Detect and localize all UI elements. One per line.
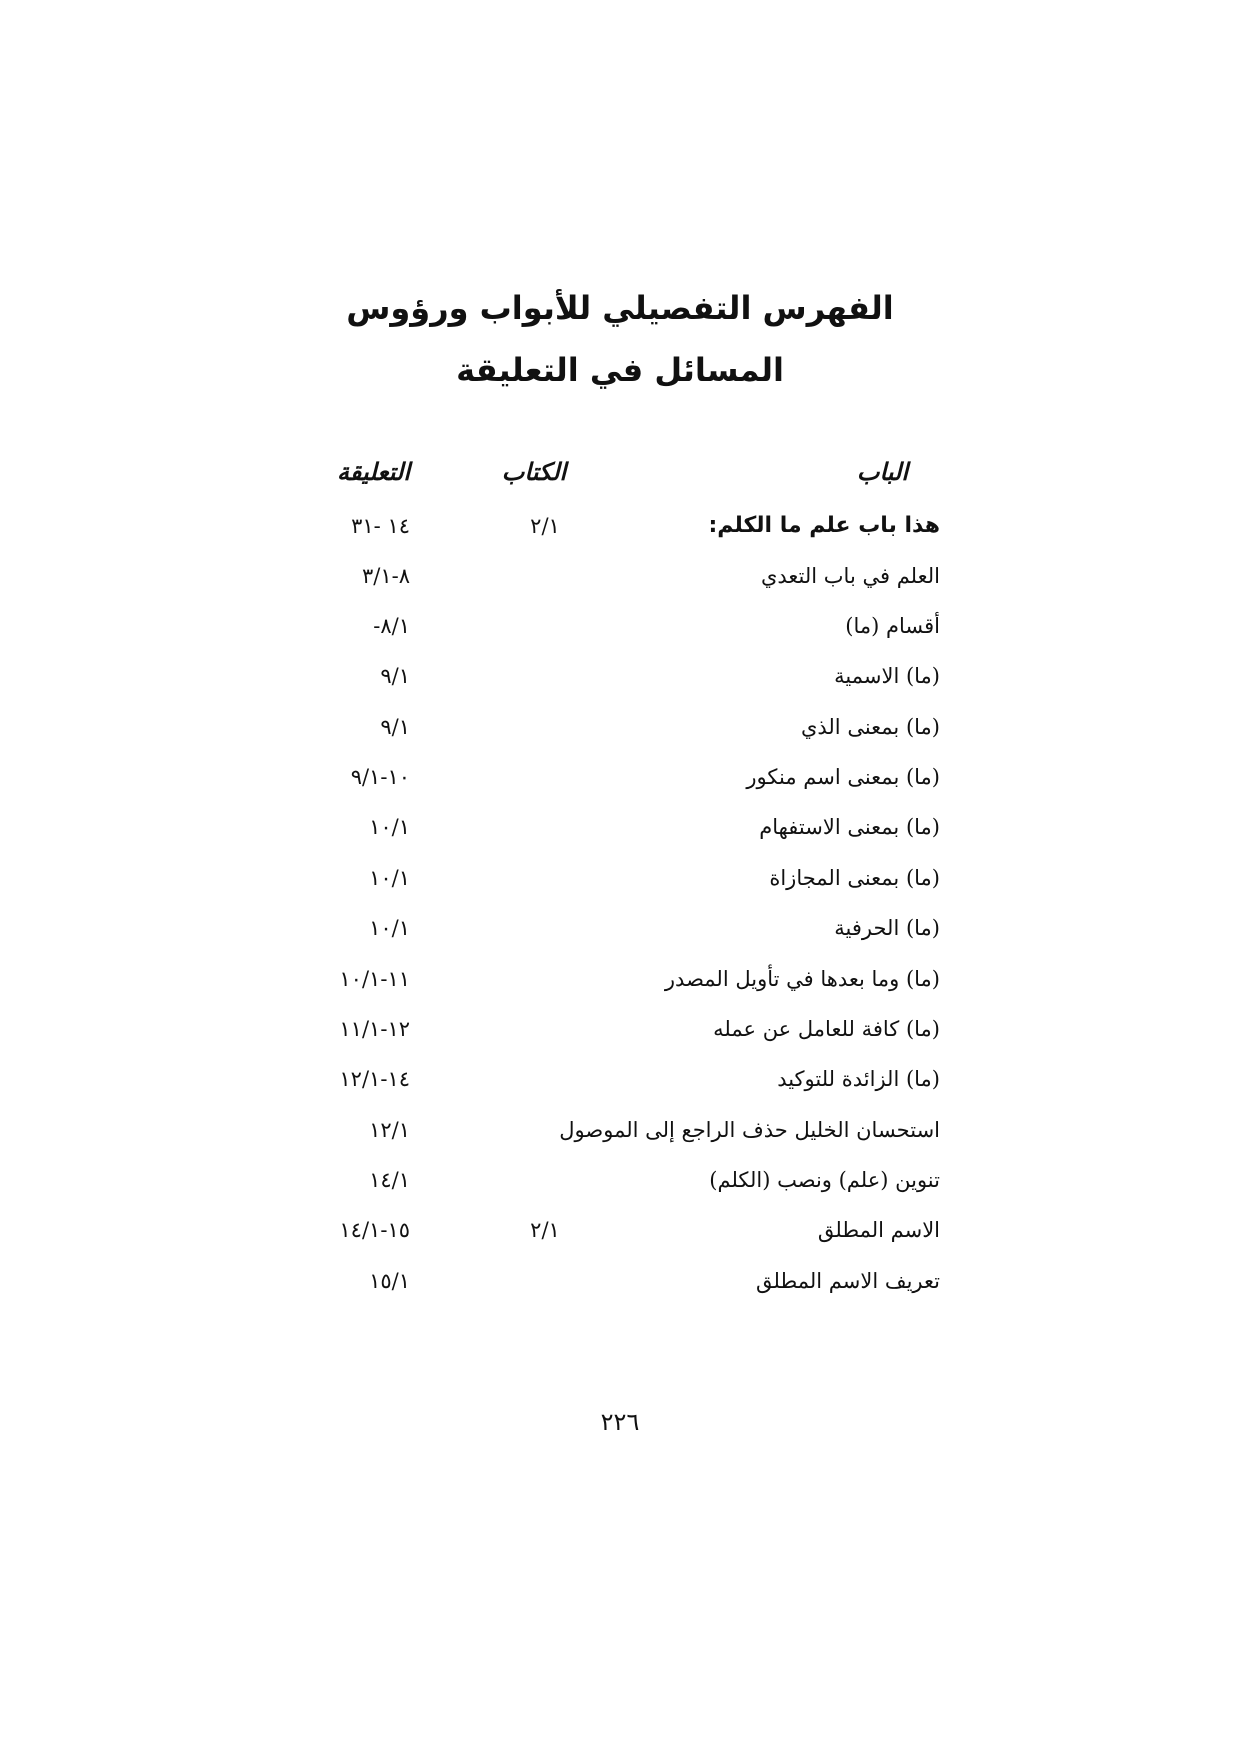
row-bab: هذا باب علم ما الكلم: bbox=[708, 513, 940, 538]
row-bab: أقسام (ما) bbox=[845, 614, 940, 638]
index-row bbox=[0, 506, 1240, 546]
row-bab: (ما) بمعنى المجازاة bbox=[769, 866, 940, 890]
row-taliqa: ١٠/١ bbox=[369, 866, 410, 890]
row-taliqa: ٩/١ bbox=[380, 664, 410, 688]
index-row bbox=[0, 807, 1240, 847]
row-taliqa: ١٠/١ bbox=[369, 916, 410, 940]
row-kitab: ٢/١ bbox=[530, 1218, 560, 1242]
index-row bbox=[0, 959, 1240, 999]
row-taliqa: ٨-٣/١ bbox=[361, 564, 410, 588]
index-row bbox=[0, 606, 1240, 646]
row-bab: تنوين (علم) ونصب (الكلم) bbox=[709, 1168, 940, 1192]
row-bab: الاسم المطلق bbox=[817, 1218, 940, 1242]
row-bab: (ما) كافة للعامل عن عمله bbox=[713, 1017, 940, 1041]
index-row bbox=[0, 1160, 1240, 1200]
column-header-taliqa: التعليقة bbox=[337, 457, 410, 486]
index-row bbox=[0, 656, 1240, 696]
column-header-kitab: الكتاب bbox=[501, 457, 567, 486]
index-title-line-2: المسائل في التعليقة bbox=[456, 351, 784, 389]
row-bab: تعريف الاسم المطلق bbox=[756, 1269, 940, 1293]
row-taliqa: ١٥-١٤/١ bbox=[339, 1218, 410, 1242]
index-row bbox=[0, 908, 1240, 948]
row-taliqa: ٩/١ bbox=[380, 715, 410, 739]
row-taliqa: ١٥/١ bbox=[369, 1269, 410, 1293]
row-bab: (ما) وما بعدها في تأويل المصدر bbox=[664, 967, 940, 991]
column-header-bab: الباب bbox=[856, 457, 908, 486]
row-taliqa: ١٤ -٣١ bbox=[351, 514, 410, 538]
row-taliqa: ١٢/١ bbox=[369, 1118, 410, 1142]
row-bab: استحسان الخليل حذف الراجع إلى الموصول bbox=[559, 1118, 940, 1142]
index-row bbox=[0, 1059, 1240, 1099]
row-kitab: ٢/١ bbox=[530, 514, 560, 538]
row-bab: العلم في باب التعدي bbox=[760, 564, 940, 588]
row-taliqa: ١٤/١ bbox=[369, 1168, 410, 1192]
row-taliqa: ١١-١٠/١ bbox=[339, 967, 410, 991]
index-title-line-1: الفهرس التفصيلي للأبواب ورؤوس bbox=[346, 289, 894, 327]
index-row bbox=[0, 757, 1240, 797]
index-row bbox=[0, 858, 1240, 898]
index-row bbox=[0, 1110, 1240, 1150]
index-row bbox=[0, 1261, 1240, 1301]
page-number: ٢٢٦ bbox=[600, 1408, 640, 1436]
row-bab: (ما) بمعنى الذي bbox=[800, 715, 940, 739]
index-row bbox=[0, 556, 1240, 596]
index-row bbox=[0, 1009, 1240, 1049]
index-row bbox=[0, 707, 1240, 747]
row-taliqa: ١٢-١١/١ bbox=[339, 1017, 410, 1041]
row-bab: (ما) بمعنى الاستفهام bbox=[759, 815, 940, 839]
row-taliqa: ١٠-٩/١ bbox=[350, 765, 410, 789]
index-row bbox=[0, 1210, 1240, 1250]
row-bab: (ما) الحرفية bbox=[834, 916, 940, 940]
row-taliqa: -٨/١ bbox=[373, 614, 410, 638]
row-taliqa: ١٠/١ bbox=[369, 815, 410, 839]
row-bab: (ما) الاسمية bbox=[834, 664, 940, 688]
row-bab: (ما) الزائدة للتوكيد bbox=[777, 1067, 940, 1091]
row-bab: (ما) بمعنى اسم منكور bbox=[746, 765, 940, 789]
row-taliqa: ١٤-١٢/١ bbox=[339, 1067, 410, 1091]
